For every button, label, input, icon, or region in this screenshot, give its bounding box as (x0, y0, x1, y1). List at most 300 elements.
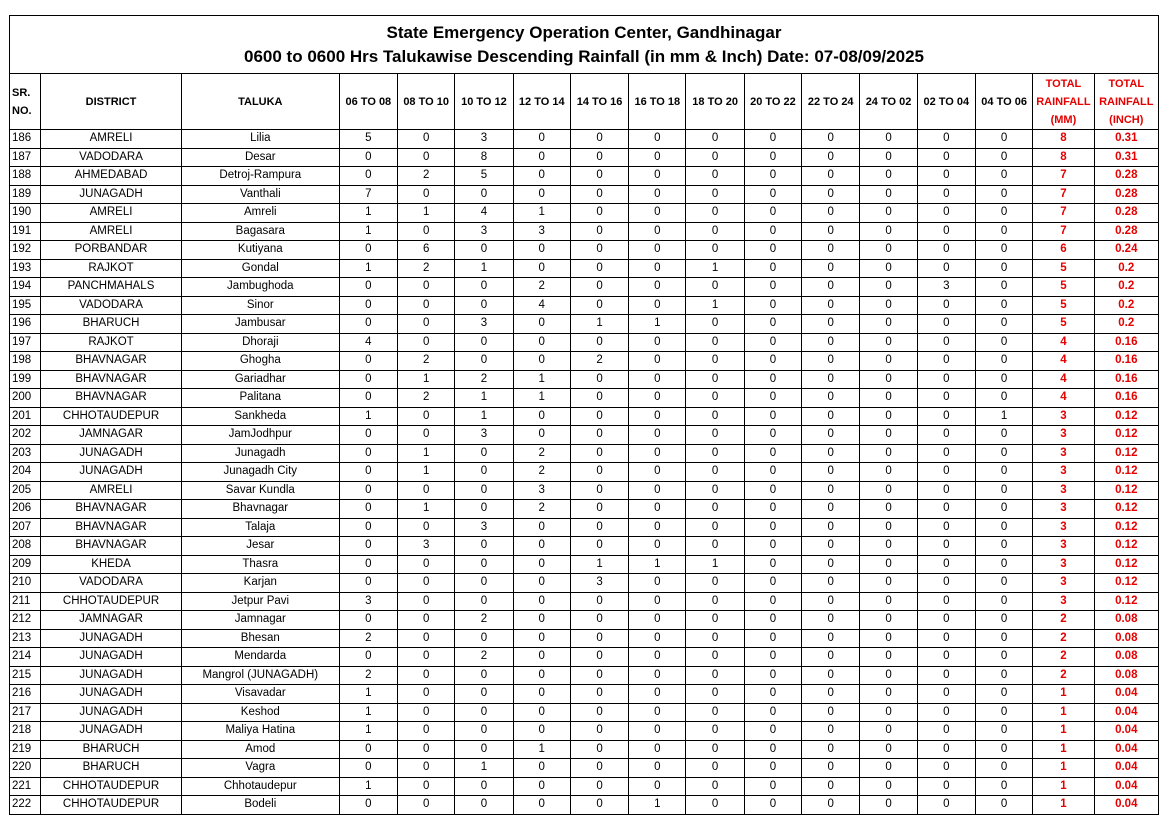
cell-sr: 191 (10, 222, 41, 241)
cell-slot: 2 (513, 278, 570, 297)
cell-total-mm: 4 (1033, 389, 1094, 408)
cell-slot: 0 (398, 722, 455, 741)
cell-slot: 0 (802, 666, 860, 685)
cell-district: JUNAGADH (41, 185, 182, 204)
cell-sr: 202 (10, 426, 41, 445)
cell-sr: 211 (10, 592, 41, 611)
cell-slot: 0 (975, 426, 1032, 445)
table-row (10, 352, 1159, 371)
cell-slot: 0 (398, 185, 455, 204)
cell-slot: 0 (513, 796, 570, 815)
cell-slot: 0 (686, 389, 744, 408)
cell-slot: 0 (975, 333, 1032, 352)
cell-slot: 0 (455, 777, 513, 796)
cell-slot: 0 (802, 722, 860, 741)
table-row (10, 463, 1159, 482)
cell-slot: 0 (860, 130, 917, 149)
cell-slot: 0 (917, 204, 975, 223)
cell-slot: 0 (860, 574, 917, 593)
cell-total-mm: 8 (1033, 148, 1094, 167)
cell-district: AMRELI (41, 204, 182, 223)
cell-slot: 0 (802, 259, 860, 278)
cell-total-inch: 0.16 (1094, 370, 1158, 389)
cell-slot: 0 (744, 722, 801, 741)
cell-total-mm: 3 (1033, 574, 1094, 593)
cell-district: AMRELI (41, 222, 182, 241)
cell-slot: 0 (802, 611, 860, 630)
cell-sr: 190 (10, 204, 41, 223)
cell-total-mm: 4 (1033, 370, 1094, 389)
cell-total-inch: 0.2 (1094, 296, 1158, 315)
cell-taluka: Vagra (181, 759, 339, 778)
cell-total-inch: 0.12 (1094, 537, 1158, 556)
cell-slot: 0 (339, 740, 397, 759)
cell-total-mm: 1 (1033, 759, 1094, 778)
cell-slot: 0 (975, 204, 1032, 223)
cell-slot: 0 (975, 481, 1032, 500)
cell-slot: 0 (686, 148, 744, 167)
cell-total-inch: 0.12 (1094, 592, 1158, 611)
cell-slot: 1 (339, 685, 397, 704)
cell-slot: 0 (802, 222, 860, 241)
cell-district: BHAVNAGAR (41, 537, 182, 556)
cell-slot: 0 (686, 481, 744, 500)
cell-slot: 6 (398, 241, 455, 260)
cell-district: JUNAGADH (41, 703, 182, 722)
cell-slot: 1 (686, 259, 744, 278)
cell-slot: 1 (455, 759, 513, 778)
cell-slot: 0 (339, 315, 397, 334)
cell-slot: 0 (975, 703, 1032, 722)
cell-slot: 0 (802, 777, 860, 796)
cell-slot: 0 (744, 777, 801, 796)
cell-slot: 0 (744, 666, 801, 685)
cell-slot: 0 (975, 518, 1032, 537)
header-slot: 22 TO 24 (802, 74, 860, 130)
cell-slot: 0 (455, 574, 513, 593)
cell-district: RAJKOT (41, 259, 182, 278)
cell-sr: 205 (10, 481, 41, 500)
cell-slot: 0 (398, 703, 455, 722)
cell-slot: 1 (398, 204, 455, 223)
cell-slot: 0 (917, 463, 975, 482)
cell-slot: 0 (686, 629, 744, 648)
cell-slot: 0 (975, 370, 1032, 389)
cell-slot: 0 (513, 703, 570, 722)
cell-slot: 0 (455, 796, 513, 815)
cell-slot: 0 (744, 315, 801, 334)
cell-slot: 0 (455, 185, 513, 204)
cell-slot: 0 (339, 241, 397, 260)
table-row (10, 130, 1159, 149)
cell-total-inch: 0.28 (1094, 204, 1158, 223)
cell-slot: 0 (570, 185, 628, 204)
cell-slot: 0 (802, 426, 860, 445)
cell-slot: 0 (744, 130, 801, 149)
cell-total-mm: 7 (1033, 185, 1094, 204)
cell-slot: 0 (860, 204, 917, 223)
cell-slot: 0 (860, 518, 917, 537)
cell-district: CHHOTAUDEPUR (41, 796, 182, 815)
cell-slot: 0 (398, 518, 455, 537)
cell-slot: 0 (917, 148, 975, 167)
cell-slot: 0 (860, 611, 917, 630)
cell-slot: 0 (513, 185, 570, 204)
header-slot: 06 TO 08 (339, 74, 397, 130)
cell-slot: 1 (629, 315, 686, 334)
cell-slot: 3 (455, 426, 513, 445)
cell-sr: 220 (10, 759, 41, 778)
cell-slot: 0 (686, 352, 744, 371)
cell-sr: 194 (10, 278, 41, 297)
cell-taluka: Dhoraji (181, 333, 339, 352)
cell-taluka: Vanthali (181, 185, 339, 204)
header-slot: 10 TO 12 (455, 74, 513, 130)
table-row (10, 278, 1159, 297)
cell-total-inch: 0.04 (1094, 777, 1158, 796)
cell-total-inch: 0.04 (1094, 703, 1158, 722)
header-slot: 14 TO 16 (570, 74, 628, 130)
cell-slot: 0 (513, 333, 570, 352)
cell-slot: 0 (686, 648, 744, 667)
cell-slot: 0 (629, 463, 686, 482)
cell-slot: 0 (629, 648, 686, 667)
cell-slot: 0 (744, 222, 801, 241)
cell-slot: 0 (975, 296, 1032, 315)
cell-slot: 0 (917, 666, 975, 685)
cell-slot: 0 (570, 722, 628, 741)
cell-slot: 1 (398, 370, 455, 389)
cell-slot: 0 (455, 592, 513, 611)
cell-slot: 0 (917, 185, 975, 204)
cell-slot: 0 (860, 759, 917, 778)
cell-slot: 0 (686, 222, 744, 241)
cell-slot: 0 (570, 592, 628, 611)
cell-slot: 2 (339, 666, 397, 685)
cell-slot: 2 (398, 389, 455, 408)
cell-slot: 0 (686, 407, 744, 426)
cell-slot: 0 (802, 389, 860, 408)
cell-slot: 0 (860, 407, 917, 426)
cell-total-mm: 5 (1033, 259, 1094, 278)
cell-slot: 0 (802, 555, 860, 574)
table-row (10, 315, 1159, 334)
table-body (10, 130, 1159, 815)
cell-total-inch: 0.08 (1094, 648, 1158, 667)
cell-slot: 0 (570, 463, 628, 482)
cell-slot: 0 (629, 389, 686, 408)
cell-slot: 1 (339, 777, 397, 796)
cell-slot: 0 (629, 500, 686, 519)
cell-slot: 0 (975, 648, 1032, 667)
cell-slot: 4 (513, 296, 570, 315)
cell-slot: 0 (686, 537, 744, 556)
cell-slot: 0 (860, 740, 917, 759)
cell-slot: 0 (570, 278, 628, 297)
cell-slot: 0 (802, 574, 860, 593)
cell-slot: 0 (686, 611, 744, 630)
cell-slot: 0 (398, 426, 455, 445)
cell-slot: 0 (398, 740, 455, 759)
cell-total-inch: 0.12 (1094, 426, 1158, 445)
cell-taluka: Amreli (181, 204, 339, 223)
cell-slot: 0 (686, 370, 744, 389)
cell-slot: 0 (455, 278, 513, 297)
cell-total-mm: 5 (1033, 296, 1094, 315)
cell-district: JUNAGADH (41, 722, 182, 741)
cell-slot: 0 (686, 130, 744, 149)
cell-slot: 0 (802, 204, 860, 223)
cell-slot: 0 (917, 611, 975, 630)
cell-slot: 0 (802, 703, 860, 722)
cell-slot: 0 (975, 222, 1032, 241)
cell-slot: 0 (398, 611, 455, 630)
cell-taluka: Lilia (181, 130, 339, 149)
cell-slot: 0 (629, 148, 686, 167)
cell-slot: 0 (686, 777, 744, 796)
table-row (10, 555, 1159, 574)
cell-slot: 0 (339, 574, 397, 593)
cell-slot: 0 (744, 648, 801, 667)
cell-slot: 0 (917, 592, 975, 611)
cell-slot: 0 (917, 796, 975, 815)
table-row (10, 407, 1159, 426)
cell-total-mm: 5 (1033, 278, 1094, 297)
cell-total-mm: 2 (1033, 666, 1094, 685)
cell-slot: 0 (744, 259, 801, 278)
cell-slot: 0 (686, 574, 744, 593)
cell-slot: 2 (570, 352, 628, 371)
cell-taluka: Junagadh City (181, 463, 339, 482)
cell-slot: 0 (455, 685, 513, 704)
cell-slot: 0 (744, 685, 801, 704)
cell-slot: 0 (513, 537, 570, 556)
cell-slot: 0 (398, 685, 455, 704)
cell-slot: 0 (744, 370, 801, 389)
cell-slot: 0 (570, 796, 628, 815)
table-row (10, 703, 1159, 722)
cell-slot: 0 (339, 296, 397, 315)
cell-slot: 0 (686, 204, 744, 223)
cell-slot: 0 (339, 796, 397, 815)
cell-slot: 0 (629, 296, 686, 315)
cell-slot: 0 (629, 703, 686, 722)
cell-slot: 0 (686, 500, 744, 519)
cell-slot: 2 (398, 167, 455, 186)
cell-slot: 0 (398, 296, 455, 315)
cell-total-mm: 3 (1033, 426, 1094, 445)
cell-slot: 1 (339, 259, 397, 278)
cell-slot: 2 (398, 259, 455, 278)
cell-slot: 2 (455, 648, 513, 667)
header-slot: 20 TO 22 (744, 74, 801, 130)
cell-sr: 214 (10, 648, 41, 667)
cell-taluka: Jesar (181, 537, 339, 556)
cell-district: KHEDA (41, 555, 182, 574)
cell-slot: 0 (339, 370, 397, 389)
cell-slot: 0 (513, 426, 570, 445)
cell-slot: 1 (513, 389, 570, 408)
cell-total-inch: 0.16 (1094, 389, 1158, 408)
cell-district: AHMEDABAD (41, 167, 182, 186)
cell-slot: 0 (744, 574, 801, 593)
cell-slot: 0 (570, 204, 628, 223)
cell-total-inch: 0.2 (1094, 278, 1158, 297)
cell-slot: 0 (975, 463, 1032, 482)
cell-slot: 0 (570, 444, 628, 463)
cell-taluka: Maliya Hatina (181, 722, 339, 741)
cell-total-mm: 1 (1033, 722, 1094, 741)
cell-slot: 0 (860, 370, 917, 389)
cell-total-inch: 0.04 (1094, 740, 1158, 759)
cell-slot: 0 (860, 537, 917, 556)
cell-slot: 1 (570, 555, 628, 574)
cell-slot: 0 (513, 167, 570, 186)
cell-total-inch: 0.12 (1094, 407, 1158, 426)
cell-slot: 0 (629, 185, 686, 204)
cell-slot: 0 (513, 148, 570, 167)
cell-slot: 0 (975, 278, 1032, 297)
cell-slot: 0 (802, 518, 860, 537)
cell-slot: 0 (744, 796, 801, 815)
cell-slot: 0 (860, 500, 917, 519)
cell-slot: 0 (917, 518, 975, 537)
cell-slot: 1 (629, 796, 686, 815)
cell-taluka: Jambughoda (181, 278, 339, 297)
cell-slot: 0 (975, 685, 1032, 704)
cell-slot: 0 (860, 167, 917, 186)
cell-district: JUNAGADH (41, 444, 182, 463)
cell-slot: 0 (686, 666, 744, 685)
cell-slot: 0 (917, 500, 975, 519)
cell-slot: 0 (860, 722, 917, 741)
cell-district: PORBANDAR (41, 241, 182, 260)
cell-slot: 1 (629, 555, 686, 574)
table-row (10, 777, 1159, 796)
cell-slot: 0 (975, 555, 1032, 574)
header-slot: 18 TO 20 (686, 74, 744, 130)
cell-slot: 0 (570, 537, 628, 556)
header-district: DISTRICT (41, 74, 182, 130)
cell-slot: 0 (802, 370, 860, 389)
cell-slot: 0 (802, 463, 860, 482)
cell-slot: 0 (744, 629, 801, 648)
cell-slot: 1 (455, 389, 513, 408)
cell-taluka: Jetpur Pavi (181, 592, 339, 611)
rainfall-report (9, 15, 1159, 815)
cell-total-mm: 8 (1033, 130, 1094, 149)
cell-slot: 3 (570, 574, 628, 593)
cell-district: JUNAGADH (41, 629, 182, 648)
cell-slot: 0 (744, 611, 801, 630)
cell-slot: 0 (629, 333, 686, 352)
cell-slot: 0 (917, 389, 975, 408)
cell-slot: 0 (686, 592, 744, 611)
cell-slot: 0 (917, 352, 975, 371)
cell-slot: 0 (513, 666, 570, 685)
cell-slot: 0 (570, 333, 628, 352)
cell-slot: 0 (629, 352, 686, 371)
cell-slot: 3 (455, 518, 513, 537)
cell-total-inch: 0.2 (1094, 259, 1158, 278)
cell-slot: 0 (917, 722, 975, 741)
cell-slot: 0 (860, 463, 917, 482)
cell-slot: 0 (975, 574, 1032, 593)
cell-slot: 0 (975, 796, 1032, 815)
cell-slot: 0 (513, 611, 570, 630)
cell-slot: 3 (398, 537, 455, 556)
cell-slot: 0 (975, 444, 1032, 463)
cell-slot: 0 (802, 759, 860, 778)
cell-slot: 0 (629, 222, 686, 241)
cell-slot: 0 (398, 796, 455, 815)
table-row (10, 537, 1159, 556)
cell-slot: 0 (744, 703, 801, 722)
cell-slot: 0 (570, 296, 628, 315)
cell-slot: 0 (570, 426, 628, 445)
cell-slot: 1 (455, 407, 513, 426)
cell-sr: 199 (10, 370, 41, 389)
cell-slot: 0 (513, 777, 570, 796)
cell-total-inch: 0.24 (1094, 241, 1158, 260)
cell-total-inch: 0.08 (1094, 629, 1158, 648)
cell-sr: 206 (10, 500, 41, 519)
cell-slot: 0 (802, 296, 860, 315)
cell-slot: 0 (975, 666, 1032, 685)
cell-slot: 7 (339, 185, 397, 204)
cell-slot: 0 (629, 278, 686, 297)
cell-taluka: Jamnagar (181, 611, 339, 630)
cell-slot: 0 (744, 518, 801, 537)
report-subtitle: 0600 to 0600 Hrs Talukawise Descending Rainfall (in mm & Inch) Date: 07-08/09/2025 (244, 46, 924, 66)
cell-slot: 0 (686, 685, 744, 704)
cell-slot: 0 (802, 685, 860, 704)
table-row (10, 333, 1159, 352)
cell-total-inch: 0.31 (1094, 130, 1158, 149)
cell-slot: 0 (917, 222, 975, 241)
cell-slot: 0 (455, 629, 513, 648)
cell-slot: 0 (860, 333, 917, 352)
cell-slot: 0 (744, 500, 801, 519)
cell-slot: 1 (339, 407, 397, 426)
table-row (10, 722, 1159, 741)
cell-slot: 0 (339, 648, 397, 667)
cell-slot: 0 (629, 444, 686, 463)
cell-sr: 217 (10, 703, 41, 722)
cell-slot: 0 (455, 333, 513, 352)
cell-slot: 1 (513, 204, 570, 223)
cell-slot: 0 (744, 592, 801, 611)
cell-total-inch: 0.12 (1094, 444, 1158, 463)
cell-slot: 0 (802, 740, 860, 759)
cell-slot: 0 (570, 611, 628, 630)
cell-slot: 1 (686, 296, 744, 315)
table-row (10, 389, 1159, 408)
cell-slot: 0 (744, 352, 801, 371)
table-row (10, 648, 1159, 667)
cell-slot: 0 (570, 389, 628, 408)
cell-slot: 0 (917, 537, 975, 556)
cell-sr: 215 (10, 666, 41, 685)
cell-slot: 0 (455, 703, 513, 722)
cell-slot: 0 (917, 481, 975, 500)
cell-slot: 0 (860, 389, 917, 408)
table-row (10, 241, 1159, 260)
cell-slot: 0 (917, 703, 975, 722)
cell-sr: 197 (10, 333, 41, 352)
cell-slot: 0 (513, 759, 570, 778)
cell-slot: 0 (339, 426, 397, 445)
